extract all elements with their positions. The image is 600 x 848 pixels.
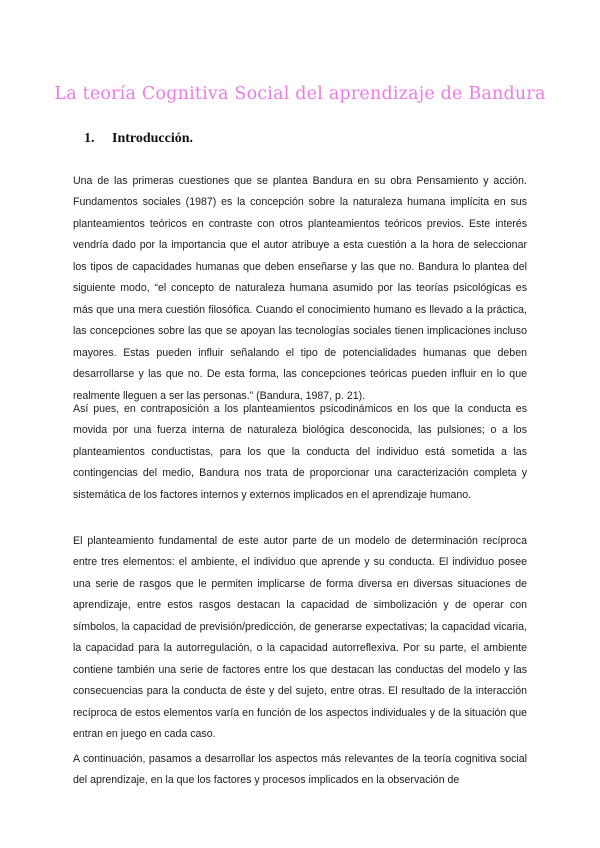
document-title: La teoría Cognitiva Social del aprendizaje de Bandura [54,84,546,104]
section-heading-text: Introducción. [112,131,194,146]
body-paragraph-3: El planteamiento fundamental de este autor parte de un modelo de determinación recíproca entre tres elementos: el ambiente, el individuo que aprende y su conducta. El individuo posee una serie de rasgos que le permiten implicarse de forma diversa en diversas situaciones de aprendizaje, entre estos rasgos destacan la capacidad de simbolización y de operar con símbolos, la capacidad de previsión/predicción, de generarse expectativas; la capacidad vicaria, la capacidad para la autorregulación, o la capacidad autorreflexiva. Por su parte, el ambiente contiene también una serie de factores entre los que destacan las conductas del modelo y las consecuencias para la conducta de éste y del sujeto, entre otras. El resultado de la interacción recíproca de estos elementos varía en función de los aspectos individuales y de la situación que entran en juego en cada caso. [73,534,527,741]
body-paragraph-4: A continuación, pasamos a desarrollar los aspectos más relevantes de la teoría cognitiva social del aprendizaje, en la que los factores y procesos implicados en la observación de [73,752,527,787]
section-number: 1. [84,131,95,146]
section-heading [84,131,193,147]
body-paragraph-1: Una de las primeras cuestiones que se plantea Bandura en su obra Pensamiento y acción. Fundamentos sociales (1987) es la concepción sobre la naturaleza humana implícita en sus planteamientos teóricos en contraste con otros planteamientos teóricos previos. Este interés vendría dado por la importancia que el autor atribuye a esta cuestión a la hora de seleccionar los tipos de capacidades humanas que deben enseñarse y las que no. Bandura lo plantea del siguiente modo, “el concepto de naturaleza humana asumido por las teorías psicológicas es más que una mera cuestión filosófica. Cuando el conocimiento humano es llevado a la práctica, las concepciones sobre las que se apoyan las tecnologías sociales tienen implicaciones incluso mayores. Estas pueden influir señalando el tipo de potencialidades humanas que deben desarrollarse y las que no. De esta forma, las concepciones teóricas pueden influir en lo que realmente lleguen a ser las personas.” (Bandura, 1987, p. 21). [73,174,527,402]
body-paragraph-2: Así pues, en contraposición a los planteamientos psicodinámicos en los que la conducta es movida por una fuerza interna de naturaleza biológica desconocida, las pulsiones; o a los planteamientos conductistas, para los que la conducta del individuo está sometida a las contingencias del medio, Bandura nos trata de proporcionar una caracterización completa y sistemática de los factores internos y externos implicados en el aprendizaje humano. [73,402,527,501]
